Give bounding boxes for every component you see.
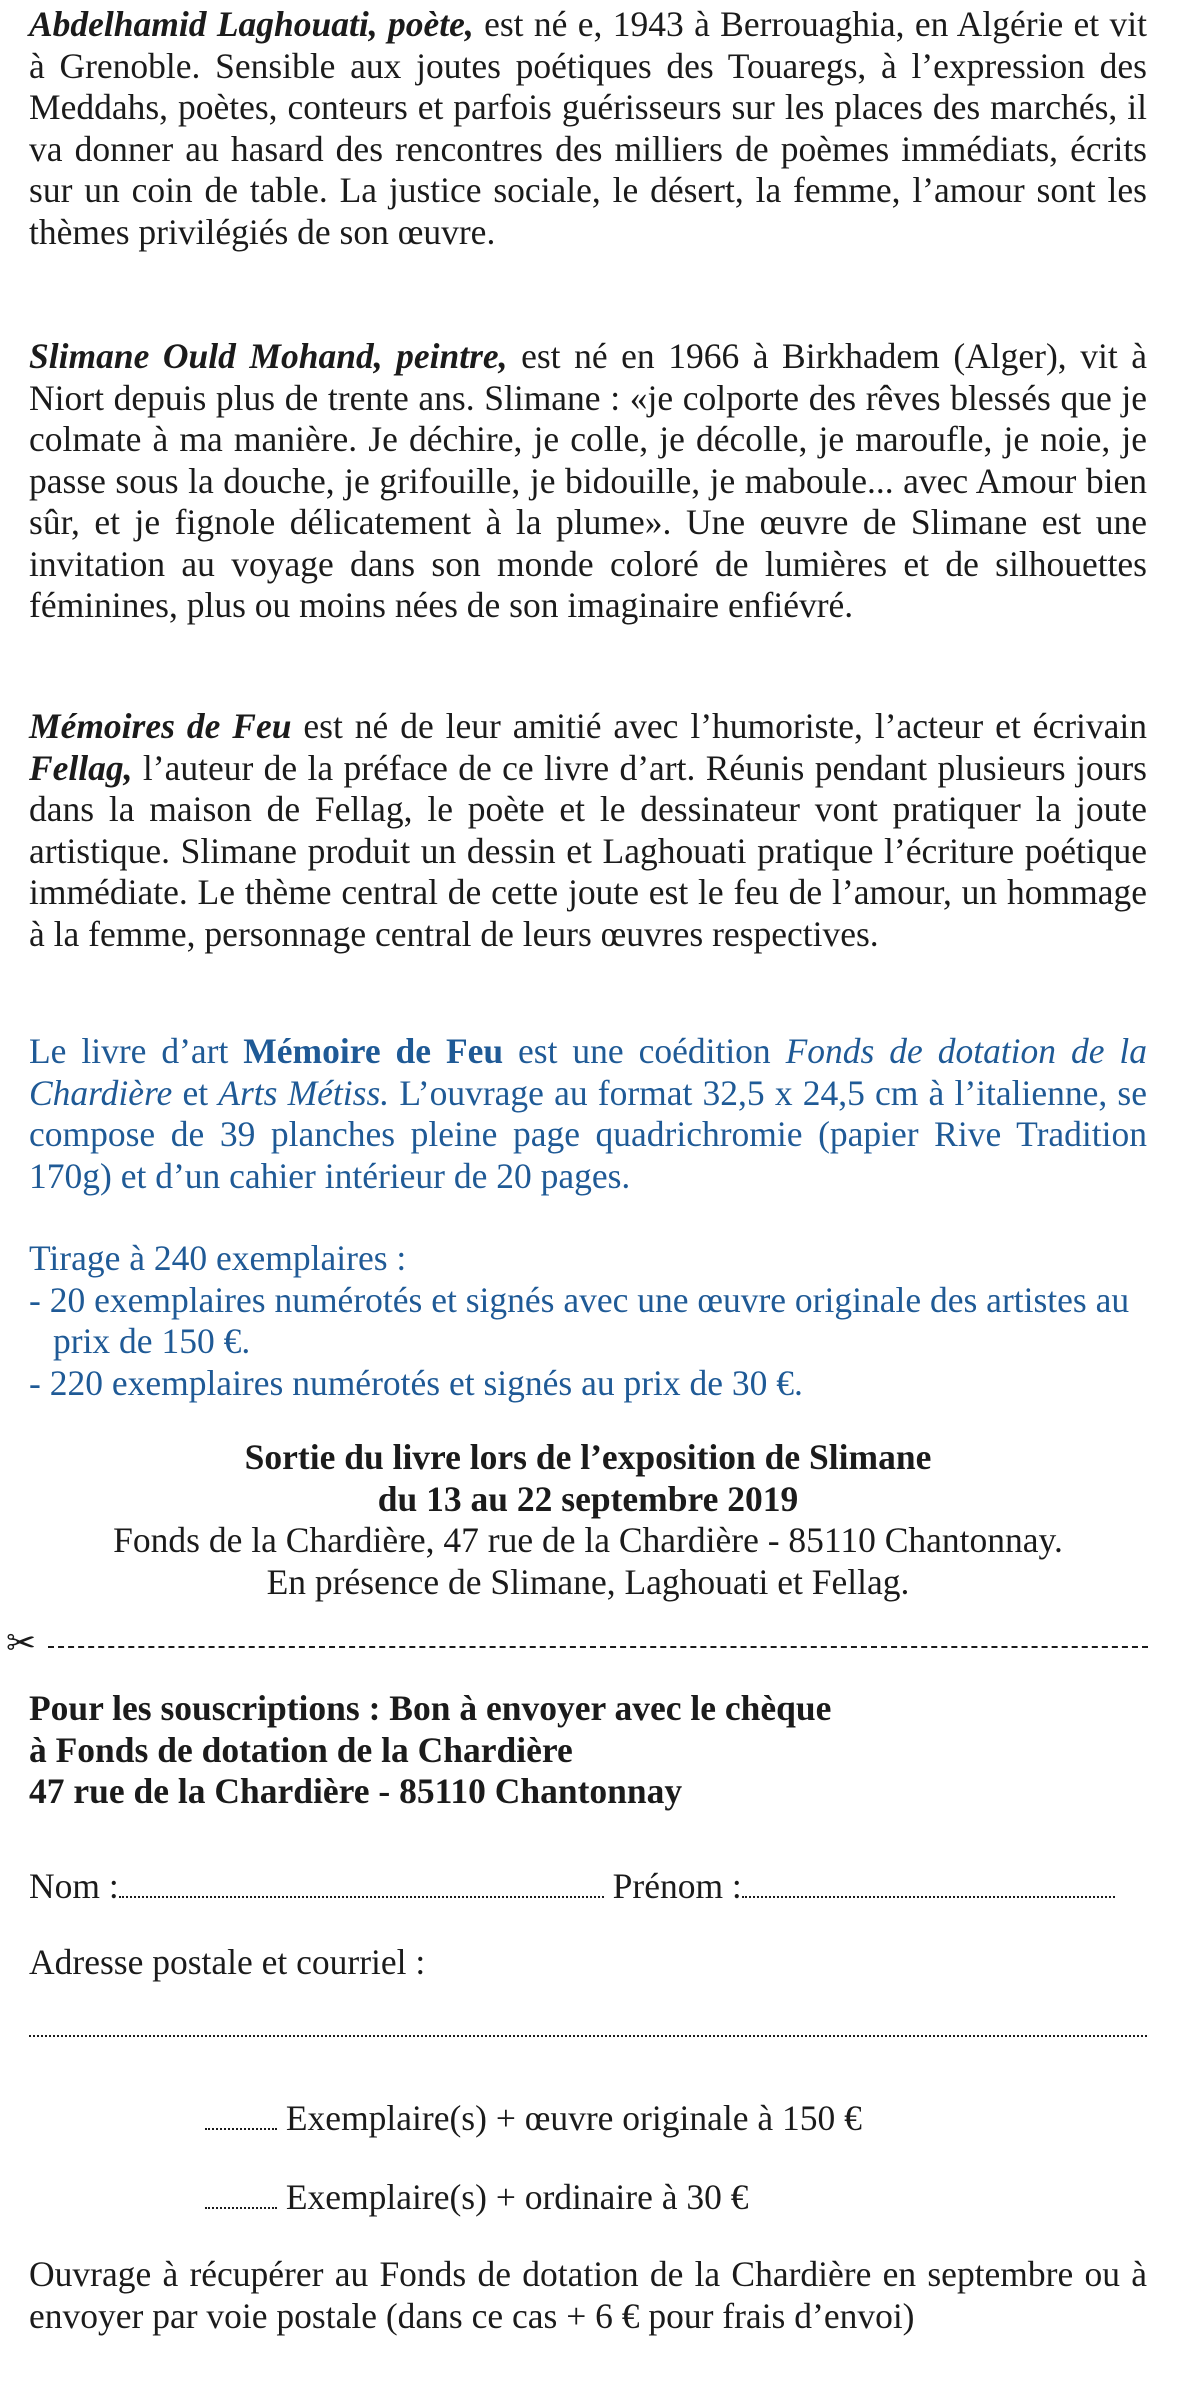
release-dates: du 13 au 22 septembre 2019: [377, 1478, 799, 1519]
painter-bio: [29, 336, 1147, 627]
subscription-heading: [29, 1688, 831, 1813]
book-description: [29, 1031, 1147, 1197]
dashed-separator: [48, 1646, 1148, 1648]
painter-name: Slimane Ould Mohand, peintre,: [29, 336, 508, 376]
prenom-field[interactable]: [742, 1866, 1115, 1898]
book-title-bold: Mémoire de Feu: [243, 1031, 504, 1071]
address-field[interactable]: [29, 2035, 1147, 2037]
book-title-italic: Mémoires de Feu: [29, 706, 292, 746]
release-address: Fonds de la Chardière, 47 rue de la Chardière - 85110 Chantonnay.: [113, 1520, 1063, 1560]
book-desc-text-2: est une coédition: [503, 1031, 786, 1071]
subscription-line-3: 47 rue de la Chardière - 85110 Chantonnay: [29, 1771, 683, 1811]
print-run: [29, 1238, 1147, 1404]
book-desc-text-4: L’ouvrage au format 32,5 x 24,5 cm à l’italienne, se compose de 39 planches pleine page quadrichromie (papier Rive Tradition 170g) et d’un cahier intérieur de 20 pages.: [29, 1072, 1147, 1196]
subscription-line-2: à Fonds de dotation de la Chardière: [29, 1729, 573, 1770]
scissors-icon: ✂: [6, 1623, 37, 1664]
book-desc-text-1: Le livre d’art: [29, 1031, 244, 1071]
poet-bio: [29, 4, 1147, 253]
address-row: [29, 1942, 425, 1984]
release-guests: En présence de Slimane, Laghouati et Fellag.: [266, 1561, 910, 1602]
address-label: Adresse postale et courriel :: [29, 1942, 426, 1982]
option-ordinary-row: [205, 2177, 748, 2219]
nom-field[interactable]: [119, 1866, 604, 1898]
option-original-row: [205, 2098, 862, 2140]
quantity-original-field[interactable]: [205, 2098, 277, 2130]
publisher-2: Arts Métiss.: [218, 1072, 390, 1113]
fellag-name: Fellag,: [29, 747, 133, 788]
cut-line: [0, 1624, 1199, 1664]
release-announcement: [29, 1437, 1147, 1603]
book-origin-text-2: l’auteur de la préface de ce livre d’art. Réunis pendant plusieurs jours dans la maison de Fellag, le poète et le dessinateur vont pratiquer la joute artistique. Slimane produit un dessin et Laghouati pratique l’écriture poétique immédiate. Le thème central de cette joute est le feu de l’amour, un hommage à la femme, personnage central de leurs œuvres respectives.: [29, 747, 1147, 954]
prenom-label: Prénom :: [612, 1866, 742, 1906]
option-ordinary-label: Exemplaire(s) + ordinaire à 30 €: [285, 2177, 749, 2217]
quantity-ordinary-field[interactable]: [205, 2177, 277, 2209]
book-origin-text-1: est né de leur amitié avec l’humoriste, l’acteur et écrivain: [291, 706, 1147, 746]
print-run-item-1: - 20 exemplaires numérotés et signés avec une œuvre originale des artistes au prix de 150 €.: [29, 1279, 1130, 1361]
poet-name: Abdelhamid Laghouati, poète,: [29, 4, 474, 44]
publisher-1: Fonds de dotation de la Chardière: [29, 1031, 1148, 1113]
print-run-heading: Tirage à 240 exemplaires :: [29, 1238, 407, 1278]
book-origin: [29, 706, 1147, 955]
subscription-line-1: Pour les souscriptions : Bon à envoyer avec le chèque: [29, 1688, 832, 1728]
painter-bio-text: est né en 1966 à Birkhadem (Alger), vit à Niort depuis plus de trente ans. Slimane : «je colporte des rêves blessés que je colmate à ma manière. Je déchire, je colle, je décolle, je maroufle, je noie, je passe sous la douche, je grifouille, je bidouille, je maboule... avec Amour bien sûr, et je fignole délicatement à la plume». Une œuvre de Slimane est une invitation au voyage dans son monde coloré de lumières et de silhouettes féminines, plus ou moins nées de son imaginaire enfiévré.: [29, 336, 1147, 625]
book-desc-text-3: et: [172, 1072, 219, 1113]
release-line-1: Sortie du livre lors de l’exposition de Slimane: [244, 1437, 932, 1477]
poet-bio-text: est né e, 1943 à Berrouaghia, en Algérie et vit à Grenoble. Sensible aux joutes poétiques des Touaregs, à l’expression des Meddahs, poètes, conteurs et parfois guérisseurs sur les places des marchés, il va donner au hasard des rencontres des milliers de poèmes immédiats, écrits sur un coin de table. La justice sociale, le désert, la femme, l’amour sont les thèmes privilégiés de son œuvre.: [29, 4, 1147, 252]
option-original-label: Exemplaire(s) + œuvre originale à 150 €: [285, 2098, 862, 2138]
pickup-note: Ouvrage à récupérer au Fonds de dotation de la Chardière en septembre ou à envoyer par voie postale (dans ce cas + 6 € pour frais d’envoi): [29, 2254, 1147, 2336]
print-run-item-2: - 220 exemplaires numérotés et signés au prix de 30 €.: [29, 1362, 803, 1403]
nom-label: Nom :: [29, 1866, 119, 1906]
name-row: [29, 1866, 1147, 1908]
